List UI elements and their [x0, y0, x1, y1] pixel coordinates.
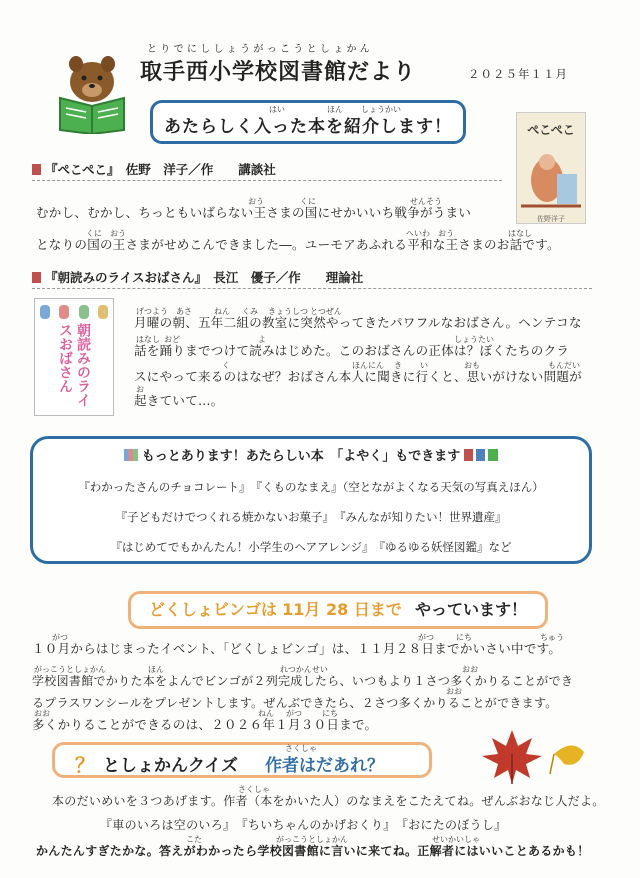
question-mark-icon: ？ — [75, 753, 95, 777]
more-books-box — [30, 436, 592, 564]
book2-divider — [32, 288, 592, 289]
more-books-line-3: 『はじめてでもかんたん！小学生のヘアアレンジ』 『ゆるゆる妖怪図鑑』など — [110, 540, 512, 554]
mascot-reading-illustration — [52, 48, 132, 134]
bingo-banner — [128, 591, 548, 629]
book2-line-3: スにやって来るのはなぜ？おばさん本人に聞きに行くと、思いがけない問題が — [134, 369, 583, 384]
more-books-heading: もっとあります！あたらしい本 「よやく」もできます — [141, 449, 461, 464]
books-icon — [464, 449, 498, 461]
quiz-label: としょかんクイズ — [103, 756, 238, 776]
cover-title: ぺこぺこ — [527, 123, 575, 137]
quiz-line-2: 『車のいろは空のいろ』 『ちいちゃんのかげおくり』 『おにたのぼうし』 — [100, 818, 507, 832]
cover-author: 佐野洋子 — [537, 215, 565, 223]
book1-line-2: となりの国の王さまがせめこんできました―。ユーモアあふれる平和な王さまのお話です。 — [36, 237, 560, 252]
more-books-line-2: 『子どもだけでつくれる焼かないお菓子』 『みんなが知りたい！世界遺産』 — [115, 510, 507, 524]
bingo-banner-b: 11月 28 日まで — [282, 600, 402, 619]
new-books-banner: はい ほん しょうかい あたらしく入った本を紹介します！ — [150, 100, 466, 144]
title-ruby: とりでにししょうがっこうとしょかん — [147, 44, 374, 55]
cover-title: 朝読みのライスおばさん — [57, 323, 91, 407]
bingo-banner-c: やっています！ — [414, 600, 527, 619]
newsletter-title: 取手西小学校図書館だより — [140, 60, 417, 85]
book2-line-1: 月曜の朝、五年二組の教室に突然やってきたパワフルなおばさん。ヘンテコな — [134, 315, 582, 330]
bingo-line-1: １０月からはじまったイベント、「どくしょビンゴ」は、１１月２８日までかいさい中です。 — [32, 641, 562, 656]
book-cover-asayomi — [34, 298, 114, 416]
more-books-line-1: 『わかったさんのチョコレート』 『くものなまえ』（空とながよくなる天気の写真えほん） — [78, 480, 544, 494]
quiz-title: 作者はだあれ？ — [265, 756, 384, 776]
book-cover-pekopeko — [516, 112, 586, 224]
quiz-line-1: 本のだいめいを３つあげます。作者（本をかいた人）のなまえをこたえてね。ぜんぶおなじ人だよ。 — [52, 794, 605, 808]
bingo-banner-a: どくしょビンゴは — [149, 600, 278, 619]
book1-divider — [32, 180, 502, 181]
red-marker-icon — [32, 272, 41, 283]
book2-line-2: 話を踊りまでつけて読みはじめた。このおばさんの正体は？ぼくたちのクラ — [134, 343, 570, 358]
book1-heading: 『ぺこぺこ』 佐野 洋子／作 講談社 — [32, 160, 276, 178]
more-books-heading-row — [33, 445, 589, 464]
bingo-line-4: 多くかりることができるのは、２０２６年１月３０日まで。 — [32, 717, 378, 732]
quiz-title-ruby: さくしゃ — [285, 744, 317, 753]
bingo-line-2: 学校図書館でかりた本をよんでビンゴが２列完成したら、いつもより１さつ多くかりることができ — [32, 674, 574, 688]
book2-line-4: 起きていて…。 — [134, 393, 224, 408]
book2-heading: 『朝読みのライスおばさん』 長江 優子／作 理論社 — [32, 268, 363, 286]
quiz-banner — [52, 742, 432, 778]
new-books-banner-text: あたらしく入った本を紹介します！ — [164, 117, 452, 137]
autumn-leaves-illustration — [480, 724, 590, 786]
book1-line-1: むかし、むかし、ちっともいばらない王さまの国にせかいいち戦争がうまい — [36, 205, 472, 220]
books-icon — [124, 449, 138, 461]
bingo-line-3: るプラスワンシールをプレゼントします。ぜんぶできたら、２さつ多くかりることができます。 — [32, 696, 558, 710]
red-marker-icon — [32, 164, 41, 175]
issue-date: ２０２５年１１月 — [468, 67, 568, 81]
quiz-line-3: かんたんすぎたかな。答えがわかったら学校図書館に言いに来てね。正解者にはいいことあるかも！ — [36, 844, 590, 858]
